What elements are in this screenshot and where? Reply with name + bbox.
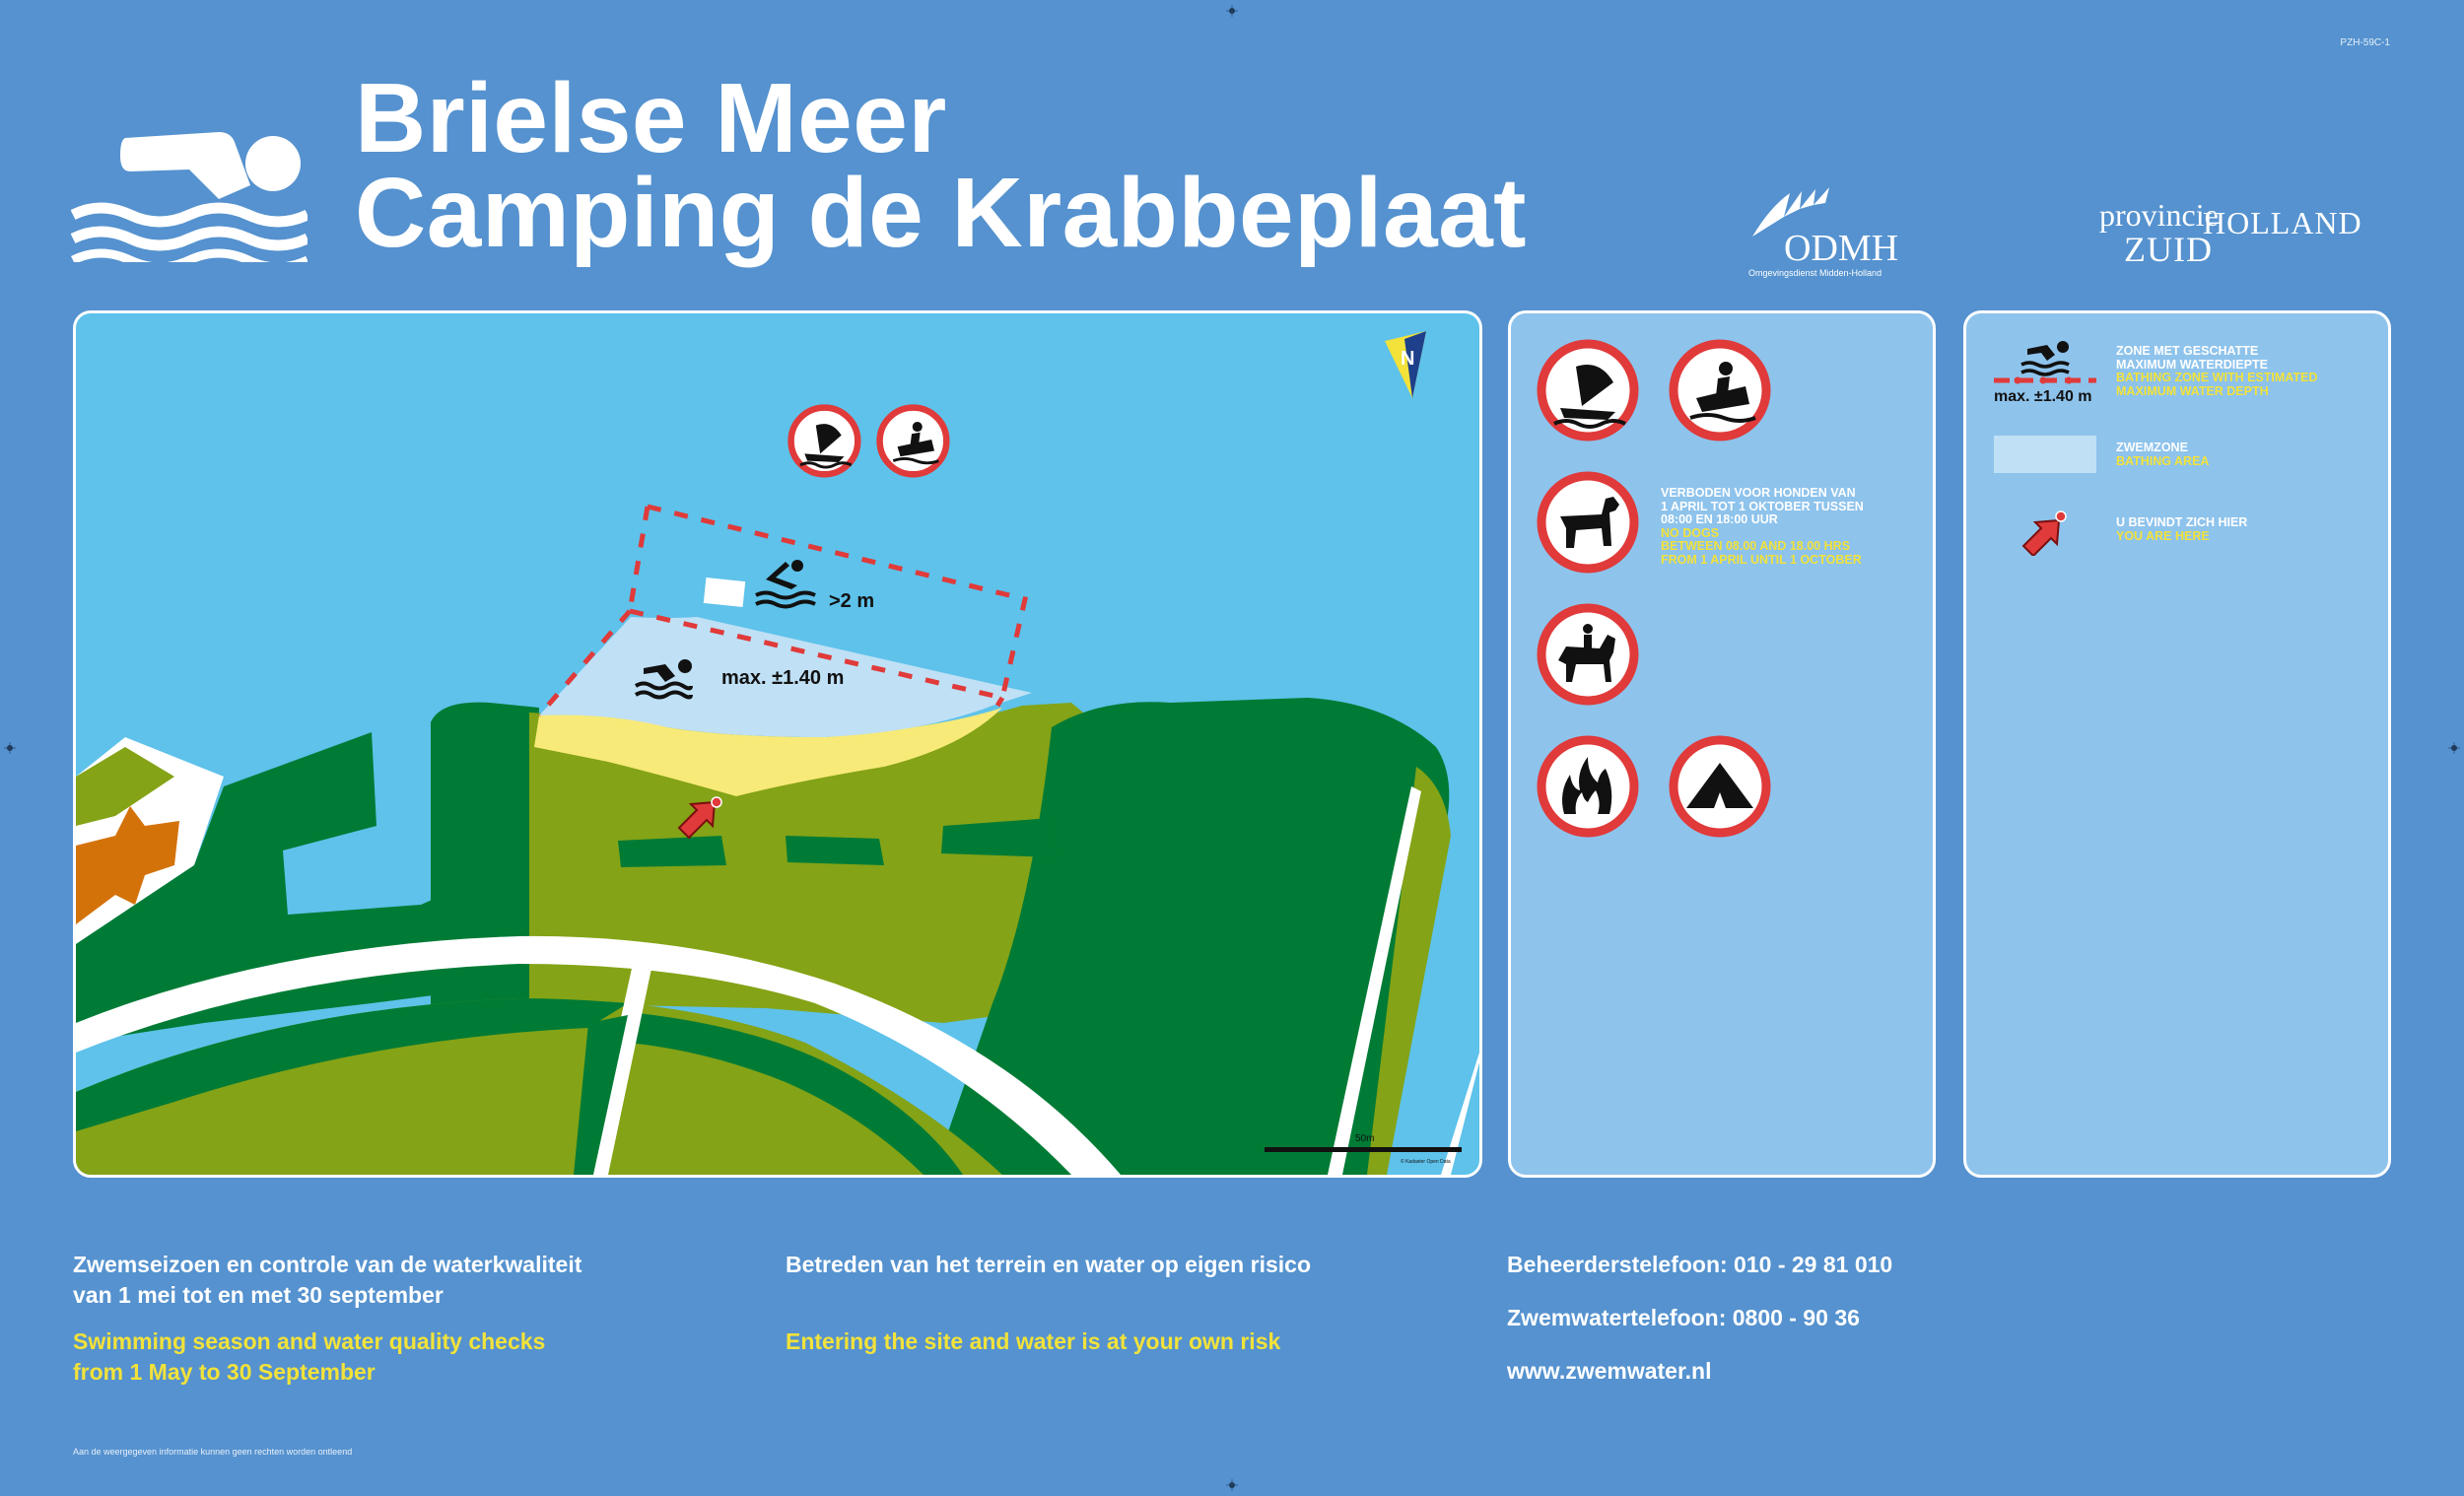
sign-code: PZH-59C-1 bbox=[2340, 37, 2390, 48]
registration-mark bbox=[1226, 4, 1238, 16]
scale-bar bbox=[1265, 1147, 1462, 1152]
deep-zone-border bbox=[630, 507, 648, 611]
title-line-2: Camping de Krabbeplaat bbox=[355, 158, 1527, 268]
dive-swimmer-icon bbox=[756, 560, 815, 607]
jetski-prohibited-icon bbox=[880, 408, 947, 475]
deep-zone-label: >2 m bbox=[829, 590, 875, 612]
north-letter: N bbox=[1401, 348, 1415, 370]
odmh-name: ODMH bbox=[1784, 228, 1899, 269]
jetski-prohibited-icon bbox=[1669, 339, 1771, 442]
odmh-logo bbox=[1745, 187, 1922, 282]
disclaimer: Aan de weergegeven informatie kunnen geen rechten worden ontleend bbox=[73, 1447, 353, 1457]
dog-rule-text: VERBODEN VOOR HONDEN VAN 1 APRIL TOT 1 OKTOBER TUSSEN 08:00 EN 18:00 UUR NO DOGS BETWEEN 08.00 AND 18.00 HRS FROM 1 APRIL UNTIL 1 OCTOBER bbox=[1661, 486, 1864, 567]
beach-map bbox=[73, 310, 1482, 1178]
registration-mark bbox=[1226, 1478, 1238, 1490]
page-title bbox=[355, 63, 1527, 268]
rules-panel bbox=[1508, 310, 1936, 1178]
horse-prohibited-icon bbox=[1537, 603, 1639, 706]
scale-label: 50m bbox=[1355, 1133, 1375, 1144]
registration-mark bbox=[2448, 741, 2460, 753]
swimmer-logo-icon bbox=[71, 124, 308, 262]
manager-phone: Beheerderstelefoon: 010 - 29 81 010 bbox=[1507, 1252, 1893, 1277]
legend-area-text: ZWEMZONE BATHING AREA bbox=[2116, 441, 2210, 468]
province-holland: HOLLAND bbox=[2203, 205, 2362, 240]
map-attribution: © Kadaster Open Data bbox=[1401, 1159, 1451, 1165]
legend-swimmer-icon bbox=[1992, 339, 2100, 378]
green-patch bbox=[618, 836, 726, 867]
legend-zone-text: ZONE MET GESCHATTE MAXIMUM WATERDIEPTE BATHING ZONE WITH ESTIMATED MAXIMUM WATER DEPTH bbox=[2116, 344, 2318, 398]
swimwater-phone: Zwemwatertelefoon: 0800 - 90 36 bbox=[1507, 1305, 1860, 1330]
kitesurf-prohibited-icon bbox=[1537, 339, 1639, 442]
province-prefix: provincie bbox=[2099, 197, 2219, 233]
website-link[interactable]: www.zwemwater.nl bbox=[1507, 1358, 1712, 1384]
legend-you-are-here-icon bbox=[2021, 507, 2069, 556]
risk-info: Betreden van het terrein en water op eigen risico bbox=[786, 1252, 1311, 1277]
kitesurf-prohibited-icon bbox=[791, 408, 858, 475]
province-zuid: ZUID bbox=[2124, 230, 2213, 269]
season-info-en: Swimming season and water quality checks from 1 May to 30 September bbox=[73, 1328, 546, 1385]
season-info: Zwemseizoen en controle van de waterkwaliteit van 1 mei tot en met 30 september bbox=[73, 1252, 582, 1308]
dark-green-hedge bbox=[431, 703, 539, 1023]
green-patch bbox=[786, 836, 884, 865]
camping-prohibited-icon bbox=[1669, 735, 1771, 838]
shallow-zone-label: max. ±1.40 m bbox=[721, 667, 845, 689]
legend-bathing-swatch bbox=[1994, 436, 2096, 473]
dog-prohibited-icon bbox=[1537, 471, 1639, 574]
legend-depth-label: max. ±1.40 m bbox=[1994, 388, 2092, 405]
registration-mark bbox=[4, 741, 16, 753]
pontoon bbox=[704, 578, 745, 607]
province-logo bbox=[2099, 197, 2365, 269]
odmh-subtitle: Omgevingsdienst Midden-Holland bbox=[1748, 268, 1882, 278]
title-line-1: Brielse Meer bbox=[355, 63, 947, 173]
far-right-road bbox=[1441, 1053, 1479, 1175]
legend-panel bbox=[1963, 310, 2391, 1178]
risk-info-en: Entering the site and water is at your own risk bbox=[786, 1328, 1281, 1354]
north-arrow-icon bbox=[1385, 331, 1426, 398]
legend-here-text: U BEVINDT ZICH HIER YOU ARE HERE bbox=[2116, 515, 2248, 543]
legend-dashed-line bbox=[1992, 374, 2100, 386]
fire-prohibited-icon bbox=[1537, 735, 1639, 838]
